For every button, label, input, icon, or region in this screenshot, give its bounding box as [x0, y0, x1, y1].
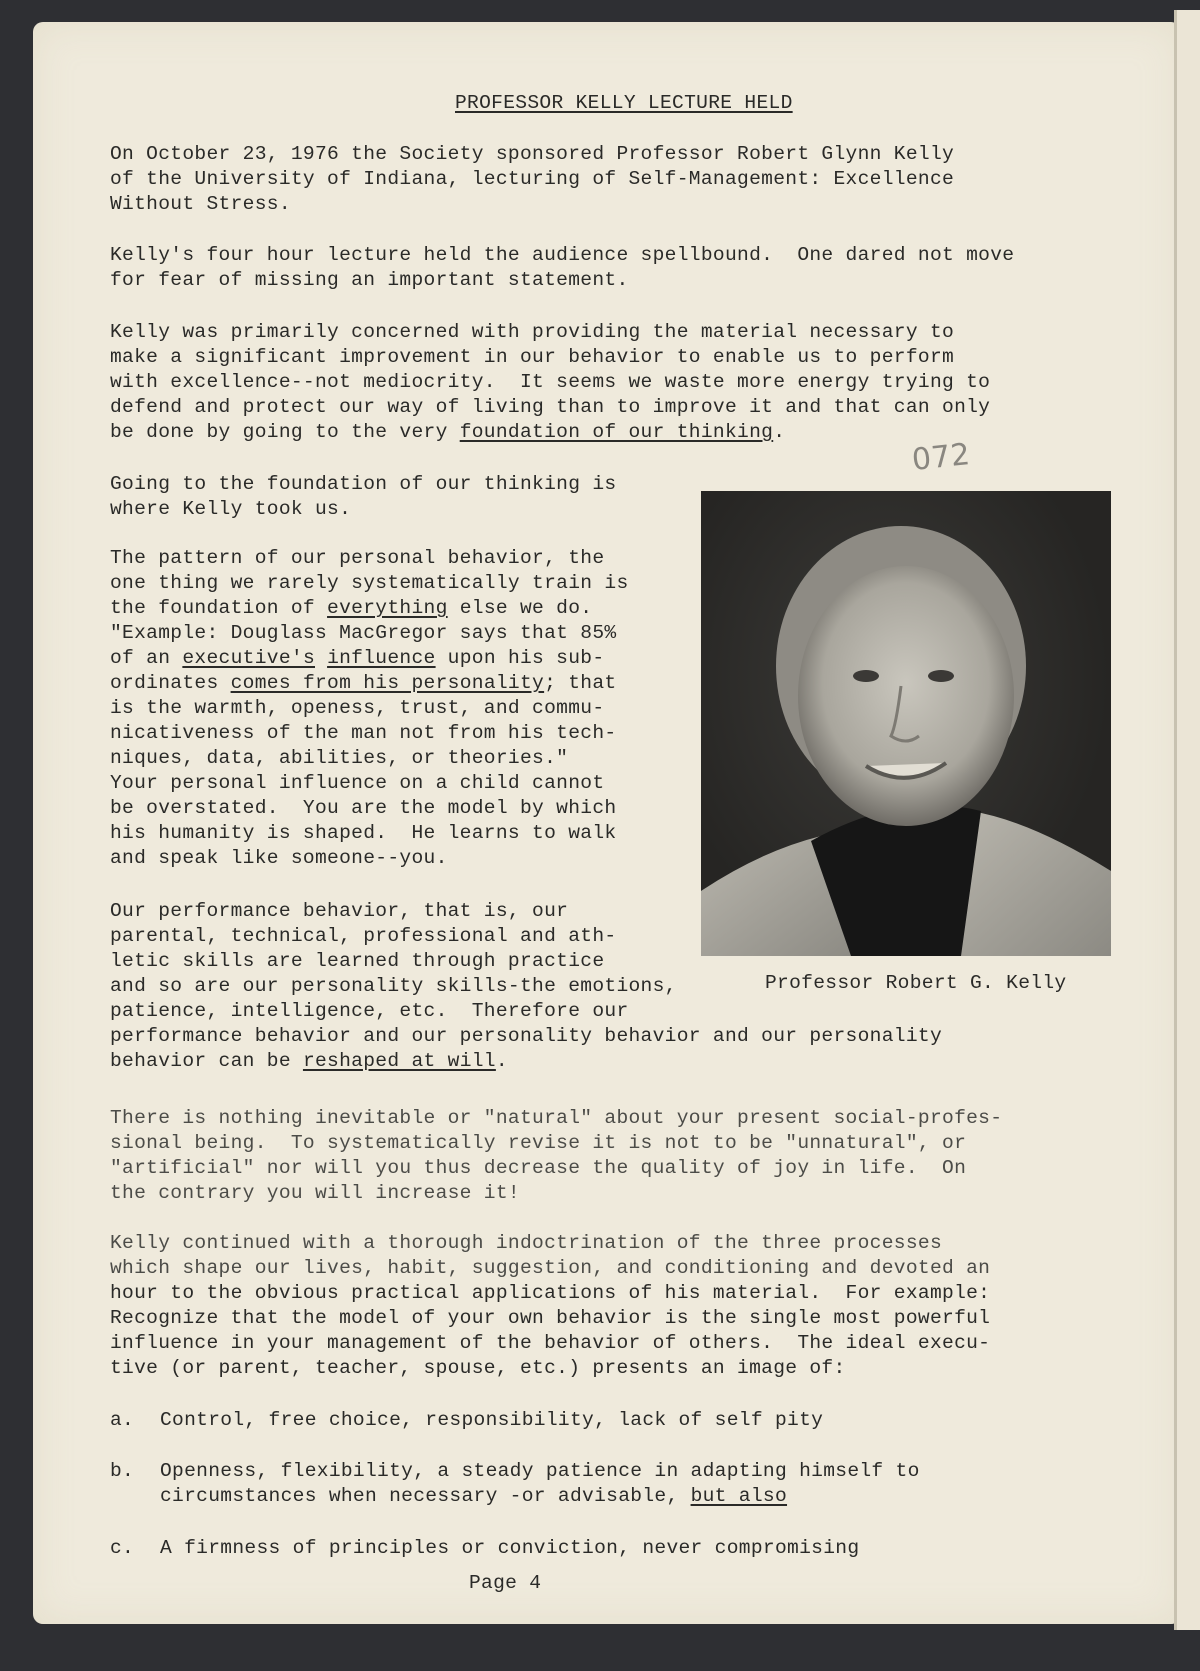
list-item-a-marker: a. [110, 1409, 135, 1431]
paragraph-3-line [110, 420, 785, 445]
paragraph-8-line: Kelly continued with a thorough indoctrination of the three processes [110, 1232, 943, 1254]
article-title-text: PROFESSOR KELLY LECTURE HELD [455, 92, 793, 114]
underlined-phrase: reshaped at will [302, 1050, 496, 1072]
eye-shape [928, 670, 954, 682]
paragraph-4-line: where Kelly took us. [110, 498, 352, 520]
list-item-b-text: Openness, flexibility, a steady patience in adapting himself to [160, 1460, 920, 1482]
paragraph-5-line: his humanity is shaped. He learns to walk [110, 822, 617, 844]
paragraph-3-line: Kelly was primarily concerned with providing the material necessary to [110, 321, 955, 343]
paragraph-7-line: sional being. To systematically revise it is not to be "unnatural", or [110, 1132, 967, 1154]
paragraph-8-line: Recognize that the model of your own behavior is the single most powerful [110, 1307, 991, 1329]
text-span: ; that [544, 672, 617, 694]
paragraph-6-line [110, 1049, 508, 1074]
paragraph-6-line: parental, technical, professional and ath- [110, 925, 617, 947]
paragraph-6-line: Our performance behavior, that is, our [110, 900, 569, 922]
paragraph-5-line: and speak like someone--you. [110, 847, 448, 869]
text-span: . [773, 421, 786, 443]
text-span: upon his sub- [435, 647, 605, 669]
text-span: behavior can be [110, 1050, 303, 1072]
paragraph-6-line: letic skills are learned through practice [110, 950, 605, 972]
text-span: else we do. [447, 597, 593, 619]
paragraph-5-line: "Example: Douglass MacGregor says that 85% [110, 622, 617, 644]
paragraph-5-line [110, 596, 592, 621]
handwritten-annotation: 072 [910, 437, 972, 478]
paragraph-5-line: nicativeness of the man not from his tech- [110, 722, 617, 744]
list-item-c-text: A firmness of principles or conviction, never compromising [160, 1537, 860, 1559]
paragraph-7-line: "artificial" nor will you thus decrease the quality of joy in life. On [110, 1157, 967, 1179]
eye-shape [853, 670, 879, 682]
paragraph-5-line: niques, data, abilities, or theories." [110, 747, 569, 769]
underlined-phrase: executive's [182, 647, 315, 669]
paragraph-5-line: The pattern of our personal behavior, the [110, 547, 605, 569]
text-span [315, 647, 327, 669]
paragraph-1-line: On October 23, 1976 the Society sponsored Professor Robert Glynn Kelly [110, 143, 955, 165]
paragraph-1-line: Without Stress. [110, 193, 291, 215]
paragraph-2-line: Kelly's four hour lecture held the audience spellbound. One dared not move [110, 244, 1015, 266]
underlined-phrase: everything [327, 597, 448, 619]
paragraph-1-line: of the University of Indiana, lecturing of Self-Management: Excellence [110, 168, 955, 190]
paragraph-5-line: be overstated. You are the model by which [110, 797, 617, 819]
paragraph-3-line: with excellence--not mediocrity. It seems we waste more energy trying to [110, 371, 991, 393]
list-item-b-marker: b. [110, 1460, 135, 1482]
paragraph-5-line [110, 646, 604, 671]
paragraph-8-line: which shape our lives, habit, suggestion, and conditioning and devoted an [110, 1257, 991, 1279]
article-title [455, 92, 793, 114]
list-item-a-text: Control, free choice, responsibility, lack of self pity [160, 1409, 824, 1431]
face-shape [798, 566, 1014, 826]
paragraph-5-line: is the warmth, openess, trust, and commu- [110, 697, 605, 719]
paragraph-8-line: tive (or parent, teacher, spouse, etc.) presents an image of: [110, 1357, 846, 1379]
paragraph-5-line [110, 671, 616, 696]
photo-caption: Professor Robert G. Kelly [765, 972, 1067, 994]
text-span: circumstances when necessary -or advisable, [160, 1485, 691, 1507]
portrait-illustration [701, 491, 1111, 956]
adjacent-page-edge [1174, 10, 1200, 1630]
underlined-phrase: but also [690, 1485, 788, 1507]
page-number: Page 4 [469, 1572, 542, 1594]
portrait-photo [701, 491, 1111, 956]
underlined-phrase: foundation of our thinking [459, 421, 774, 443]
paragraph-3-line: defend and protect our way of living than to improve it and that can only [110, 396, 991, 418]
paragraph-7-line: the contrary you will increase it! [110, 1182, 520, 1204]
paragraph-6-line: and so are our personality skills-the emotions, [110, 975, 677, 997]
list-item-c-marker: c. [110, 1537, 135, 1559]
text-span: the foundation of [110, 597, 328, 619]
text-span: of an [110, 647, 183, 669]
paragraph-8-line: hour to the obvious practical applications of his material. For example: [110, 1282, 991, 1304]
paragraph-5-line: one thing we rarely systematically train is [110, 572, 629, 594]
paragraph-6-line: patience, intelligence, etc. Therefore our [110, 1000, 629, 1022]
paragraph-3-line: make a significant improvement in our behavior to enable us to perform [110, 346, 955, 368]
paragraph-5-line: Your personal influence on a child cannot [110, 772, 605, 794]
paragraph-7-line: There is nothing inevitable or "natural" about your present social-profes- [110, 1107, 1003, 1129]
underlined-phrase: influence [327, 647, 436, 669]
text-span: ordinates [110, 672, 231, 694]
text-span: be done by going to the very [110, 421, 460, 443]
list-item-b-text [160, 1484, 787, 1509]
paragraph-4-line: Going to the foundation of our thinking is [110, 473, 617, 495]
paragraph-6-line: performance behavior and our personality behavior and our personality [110, 1025, 943, 1047]
paragraph-8-line: influence in your management of the behavior of others. The ideal execu- [110, 1332, 991, 1354]
underlined-phrase: comes from his personality [230, 672, 545, 694]
paragraph-2-line: for fear of missing an important statement. [110, 269, 629, 291]
text-span: . [495, 1050, 508, 1072]
